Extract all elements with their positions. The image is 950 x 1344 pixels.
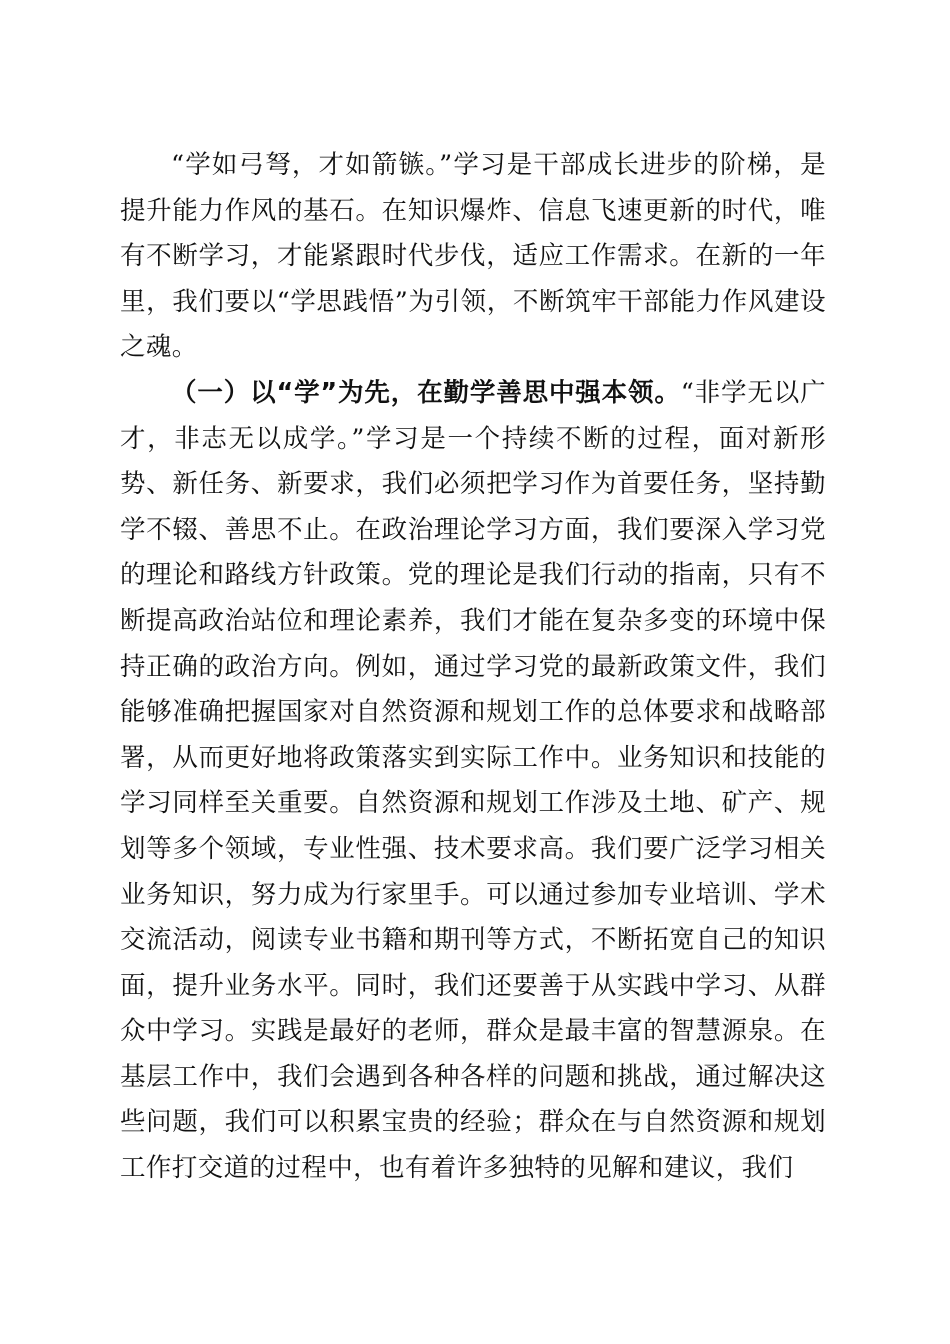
paragraph-section-1 (120, 371, 826, 1192)
paragraph-intro (120, 143, 826, 371)
paragraph-section-1-text: “非学无以广才，非志无以成学。”学习是一个持续不断的过程，面对新形势、新任务、新要求，我们必须把学习作为首要任务，坚持勤学不辍、善思不止。在政治理论学习方面，我们要深入学习党的理论和路线方针政策。党的理论是我们行动的指南，只有不断提高政治站位和理论素养，我们才能在复杂多变的环境中保持正确的政治方向。例如，通过学习党的最新政策文件，我们能够准确把握国家对自然资源和规划工作的总体要求和战略部署，从而更好地将政策落实到实际工作中。业务知识和技能的学习同样至关重要。自然资源和规划工作涉及土地、矿产、规划等多个领域，专业性强、技术要求高。我们要广泛学习相关业务知识，努力成为行家里手。可以通过参加专业培训、学术交流活动，阅读专业书籍和期刊等方式，不断拓宽自己的知识面，提升业务水平。同时，我们还要善于从实践中学习、从群众中学习。实践是最好的老师，群众是最丰富的智慧源泉。在基层工作中，我们会遇到各种各样的问题和挑战，通过解决这些问题，我们可以积累宝贵的经验；群众在与自然资源和规划工作打交道的过程中，也有着许多独特的见解和建议，我们 (120, 377, 826, 1184)
paragraph-intro-text: “学如弓弩，才如箭镞。”学习是干部成长进步的阶梯，是提升能力作风的基石。在知识爆炸、信息飞速更新的时代，唯有不断学习，才能紧跟时代步伐，适应工作需求。在新的一年里，我们要以“学思践悟”为引领，不断筑牢干部能力作风建设之魂。 (120, 150, 826, 363)
section-heading: （一）以“学”为先，在勤学善思中强本领。 (171, 377, 681, 408)
document-body (120, 143, 826, 1192)
